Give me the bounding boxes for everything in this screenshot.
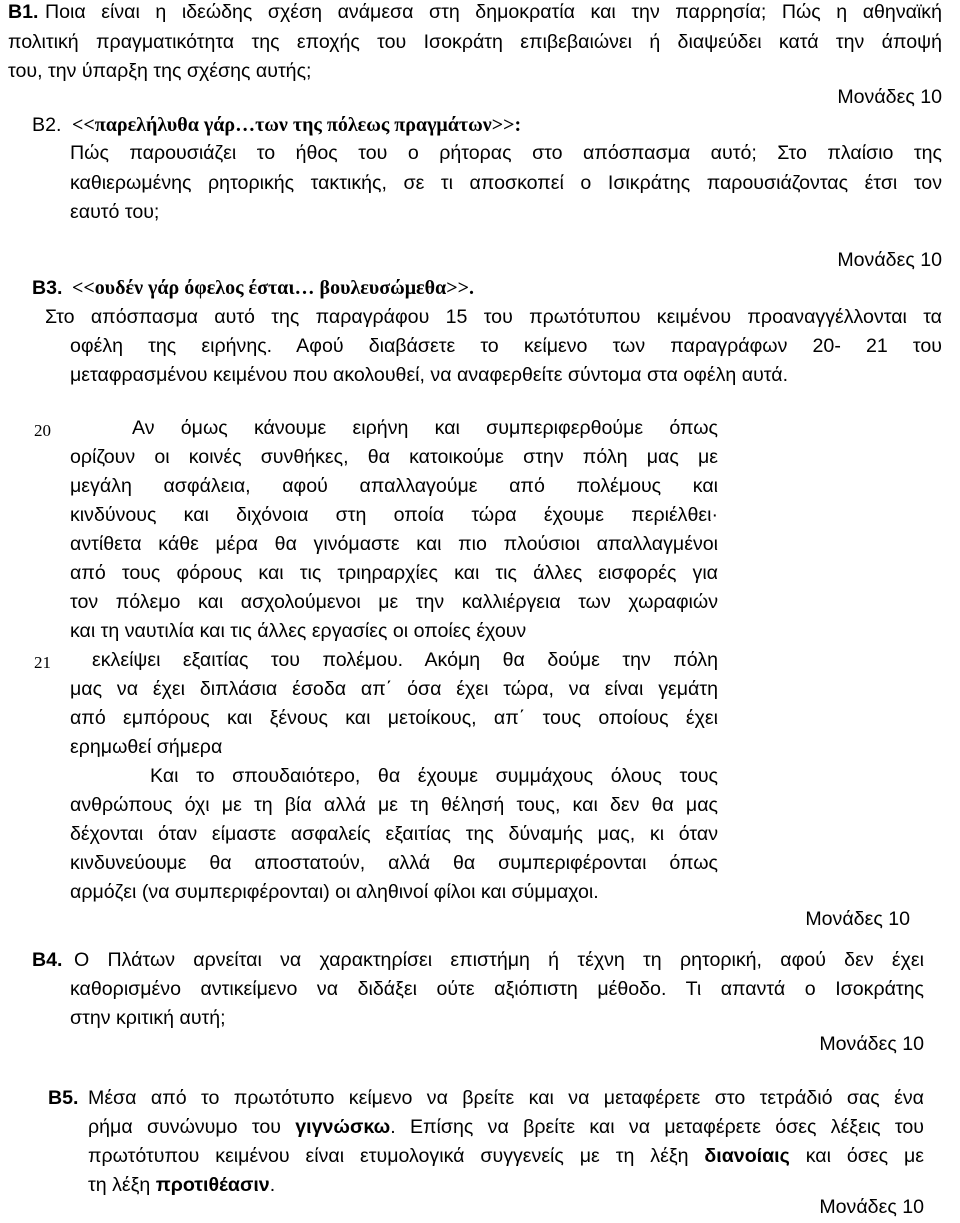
b5-bold-word-2: διανοίαις [704,1145,790,1167]
passage-line: αρμόζει (να συμπεριφέρονται) οι αληθινοί φίλοι και σύμμαχοι. [70,881,599,903]
passage-line: ορίζουν οι κοινές συνθήκες, θα κατοικούμε στην πόλη μας με [70,446,718,468]
b5-line-3-post: και όσες με [789,1145,924,1167]
passage-line: και τη ναυτιλία και τις άλλες εργασίες οι οποίες έχουν [70,620,527,642]
b5-line-2-pre: ρήμα συνώνυμο του [88,1116,296,1138]
b2-line-3: εαυτό του; [70,201,160,223]
b5-line-2 [88,1113,924,1143]
passage-line: τον πόλεμο και ασχολούμενοι με την καλλιέργεια των χωραφιών [70,591,718,613]
b5-line-3-pre: πρωτότυπου κειμένου είναι ετυμολογικά συγγενείς με τη λέξη [88,1145,705,1167]
passage-units: Μονάδες 10 [805,908,910,930]
b4-line-1: Ο Πλάτων αρνείται να χαρακτηρίσει επιστήμη ή τέχνη τη ρητορική, αφού δεν έχει [74,949,924,971]
b5-line-4 [88,1171,275,1201]
b5-bold-word-3: προτιθέασιν [155,1174,270,1196]
passage-line: αντίθετα κάθε μέρα θα γινόμαστε και πιο πλούσιοι απαλλαγμένοι [70,533,718,555]
b2-line-2: καθιερωμένης ρητορικής τακτικής, σε τι αποσκοπεί ο Ισικράτης παρουσιάζοντας έτσι τον [70,172,942,194]
b5-label: Β5. [48,1087,79,1109]
passage-line: εκλείψει εξαιτίας του πολέμου. Ακόμη θα δούμε την πόλη [92,649,718,671]
line-number-21: 21 [34,653,51,672]
b5-units: Μονάδες 10 [819,1196,924,1218]
passage-line: κινδυνεύουμε θα αποστατούν, αλλά θα συμπεριφέρονται όπως [70,852,718,874]
b2-label: Β2. [32,114,62,136]
b3-line-1: Στο απόσπασμα αυτό της παραγράφου 15 του πρωτότυπου κειμένου προαναγγέλλονται τα [45,306,942,328]
b1-line-2: πολιτική πραγματικότητα της εποχής του Ισοκράτη επιβεβαιώνει ή διαψεύδει κατά την άποψή [8,31,942,53]
b5-bold-word-1: γιγνώσκω [295,1116,391,1138]
b2-units: Μονάδες 10 [837,249,942,271]
b5-line-3 [88,1142,924,1172]
passage-line: ανθρώπους όχι με τη βία αλλά με τη θέλησή τους, και δεν θα μας [70,794,718,816]
b3-line-2: οφέλη της ειρήνης. Αφού διαβάσετε το κείμενο των παραγράφων 20- 21 του [70,335,942,357]
b5-line-4-pre: τη λέξη [88,1174,156,1196]
line-number-20: 20 [34,421,51,440]
b5-line-4-post: . [269,1174,276,1196]
b2-quote: <<παρελήλυθα γάρ…των της πόλεως πραγμάτων>>: [72,114,522,136]
passage-line: δέχονται όταν είμαστε ασφαλείς εξαιτίας της δύναμής μας, κι όταν [70,823,718,845]
passage-line: μας να έχει διπλάσια έσοδα απ΄ όσα έχει τώρα, να είναι γεμάτη [70,678,718,700]
b4-line-3: στην κριτική αυτή; [70,1007,226,1029]
passage-line: ερημωθεί σήμερα [70,736,223,758]
b5-line-1: Μέσα από το πρωτότυπο κείμενο να βρείτε και να μεταφέρετε στο τετράδιό σας ένα [88,1087,924,1109]
passage-line: από τους φόρους και τις τριηραρχίες και τις άλλες εισφορές για [70,562,718,584]
b4-units: Μονάδες 10 [819,1033,924,1055]
b4-label: Β4. [32,949,63,971]
b3-quote: <<ουδέν γάρ όφελος έσται… βουλευσώμεθα>>. [72,277,474,299]
passage-line: Και το σπουδαιότερο, θα έχουμε συμμάχους όλους τους [150,765,718,787]
b5-line-2-post: . Επίσης να βρείτε και να μεταφέρετε όσες λέξεις του [390,1116,924,1138]
passage-line: Αν όμως κάνουμε ειρήνη και συμπεριφερθούμε όπως [132,417,718,439]
b1-line-3: του, την ύπαρξη της σχέσης αυτής; [8,60,312,82]
b3-line-3: μεταφρασμένου κειμένου που ακολουθεί, να αναφερθείτε σύντομα στα οφέλη αυτά. [70,364,789,386]
passage-line: κινδύνους και διχόνοια στη οποία τώρα έχουμε περιέλθει· [70,504,718,526]
b1-line-1: Ποια είναι η ιδεώδης σχέση ανάμεσα στη δημοκρατία και την παρρησία; Πώς η αθηναϊκή [45,1,942,23]
b4-line-2: καθορισμένο αντικείμενο να διδάξει ούτε αξιόπιστη μέθοδο. Τι απαντά ο Ισοκράτης [70,978,924,1000]
passage-line: μεγάλη ασφάλεια, αφού απαλλαγούμε από πολέμους και [70,475,718,497]
passage-line: από εμπόρους και ξένους και μετοίκους, απ΄ τους οποίους έχει [70,707,718,729]
b3-label: Β3. [32,277,63,299]
b2-line-1: Πώς παρουσιάζει το ήθος του ο ρήτορας στο απόσπασμα αυτό; Στο πλαίσιο της [70,142,942,164]
b1-units: Μονάδες 10 [837,86,942,108]
b1-label: Β1. [8,1,39,23]
